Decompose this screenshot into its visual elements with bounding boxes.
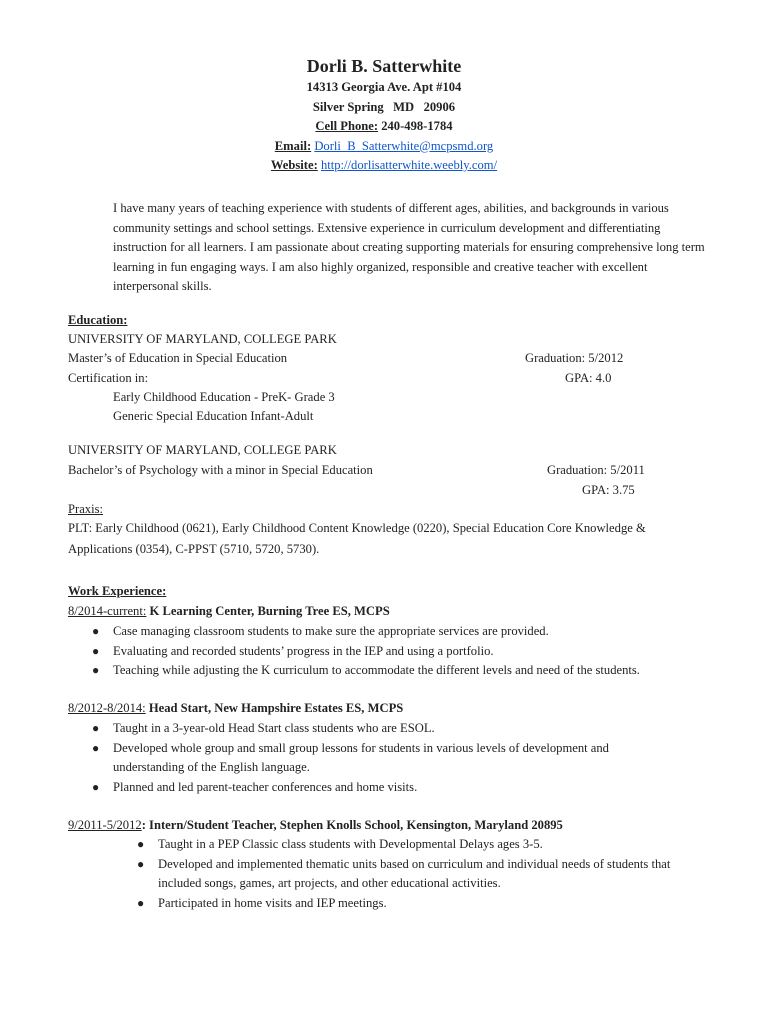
job-duties-list [92, 719, 673, 797]
bullet-icon: ● [92, 643, 100, 658]
resume-header [0, 54, 768, 176]
bullet-icon: ● [137, 895, 145, 910]
education-heading: Education: [68, 313, 128, 327]
duty-text: Evaluating and recorded students’ progress in the IEP and using a portfolio. [113, 643, 494, 658]
list-item [92, 661, 723, 681]
job-heading [68, 699, 403, 718]
website-label: Website: [270, 158, 318, 172]
praxis-scores-line-2: Applications (0354), C-PPST (5710, 5720, 5730). [68, 542, 320, 556]
candidate-name: Dorli B. Satterwhite [306, 56, 462, 76]
duty-text: Planned and led parent-teacher conferences and home visits. [113, 779, 418, 794]
list-item [92, 642, 723, 662]
certification-label: Certification in: [68, 371, 149, 385]
website-line [0, 156, 768, 176]
job-dates: 8/2012-8/2014: [68, 701, 146, 715]
job-title: : Intern/Student Teacher, Stephen Knolls School, Kensington, Maryland 20895 [141, 818, 563, 832]
masters-gpa: GPA: 4.0 [565, 371, 612, 385]
bullet-icon: ● [92, 663, 100, 677]
phone-line [0, 117, 768, 137]
bullet-icon: ● [92, 740, 100, 755]
job-dates: 8/2014-current: [68, 604, 147, 618]
email-line [0, 137, 768, 157]
duty-text: Teaching while adjusting the K curriculum to accommodate the different levels and need of the students. [113, 663, 640, 677]
address-line-1: 14313 Georgia Ave. Apt #104 [306, 80, 462, 94]
duty-text: Taught in a PEP Classic class students with Developmental Delays ages 3-5. [158, 837, 543, 851]
bullet-icon: ● [92, 721, 100, 735]
list-item [137, 855, 703, 894]
praxis-label: Praxis: [68, 502, 103, 516]
work-experience-heading: Work Experience: [68, 584, 167, 598]
job-title: Head Start, New Hampshire Estates ES, MCPS [148, 701, 404, 715]
job-heading [68, 816, 563, 835]
duty-text: Taught in a 3-year-old Head Start class students who are ESOL. [113, 721, 435, 735]
bullet-icon: ● [137, 856, 145, 871]
certification-item: Early Childhood Education - PreK- Grade 3 [113, 390, 335, 404]
bullet-icon: ● [92, 624, 100, 638]
bullet-icon: ● [92, 779, 100, 794]
email-label: Email: [274, 138, 312, 153]
duty-text: Developed and implemented thematic units based on curriculum and individual needs of students that included songs, games, art projects, and other educational activities. [158, 856, 671, 890]
bachelors-gpa: GPA: 3.75 [582, 483, 635, 497]
bachelors-degree: Bachelor’s of Psychology with a minor in Special Education [68, 463, 373, 477]
job-duties-list [92, 622, 723, 681]
duty-text: Case managing classroom students to make sure the appropriate services are provided. [113, 624, 549, 638]
duty-text: Developed whole group and small group lessons for students in various levels of development and understanding of the English language. [113, 740, 609, 774]
masters-school: UNIVERSITY OF MARYLAND, COLLEGE PARK [68, 332, 337, 346]
email-link[interactable]: Dorli_B_Satterwhite@mcpsmd.org [314, 138, 494, 153]
summary-paragraph: I have many years of teaching experience with students of different ages, abilities, and backgrounds in various community settings and school settings. Extensive experience in curriculum development and differentiating instruction for all learners. I am passionate about creating supporting materials for ensuring comprehensive long term learning in fun engaging ways. I am also highly organized, responsible and creative teacher with excellent interpersonal skills. [113, 201, 705, 294]
phone-number: 240-498-1784 [381, 119, 453, 133]
bachelors-graduation: Graduation: 5/2011 [547, 463, 645, 477]
certification-item: Generic Special Education Infant-Adult [113, 409, 314, 423]
list-item [92, 739, 673, 778]
bachelors-school: UNIVERSITY OF MARYLAND, COLLEGE PARK [68, 443, 337, 457]
bullet-icon: ● [137, 837, 145, 851]
duty-text: Participated in home visits and IEP meetings. [158, 895, 387, 910]
list-item [92, 778, 673, 798]
job-title: K Learning Center, Burning Tree ES, MCPS [149, 604, 390, 618]
list-item [92, 622, 723, 642]
masters-degree: Master’s of Education in Special Education [68, 351, 288, 365]
phone-label: Cell Phone: [315, 119, 379, 133]
address-line-2: Silver Spring MD 20906 [312, 99, 456, 114]
list-item [92, 719, 673, 739]
praxis-scores-line-1: PLT: Early Childhood (0621), Early Childhood Content Knowledge (0220), Special Education Core Knowledge & [68, 521, 646, 535]
masters-graduation: Graduation: 5/2012 [525, 351, 624, 365]
website-link[interactable]: http://dorlisatterwhite.weebly.com/ [320, 158, 498, 172]
list-item [137, 835, 703, 855]
list-item [137, 894, 703, 914]
job-dates: 9/2011-5/2012 [68, 818, 142, 832]
job-duties-list [137, 835, 703, 913]
job-heading [68, 602, 390, 621]
